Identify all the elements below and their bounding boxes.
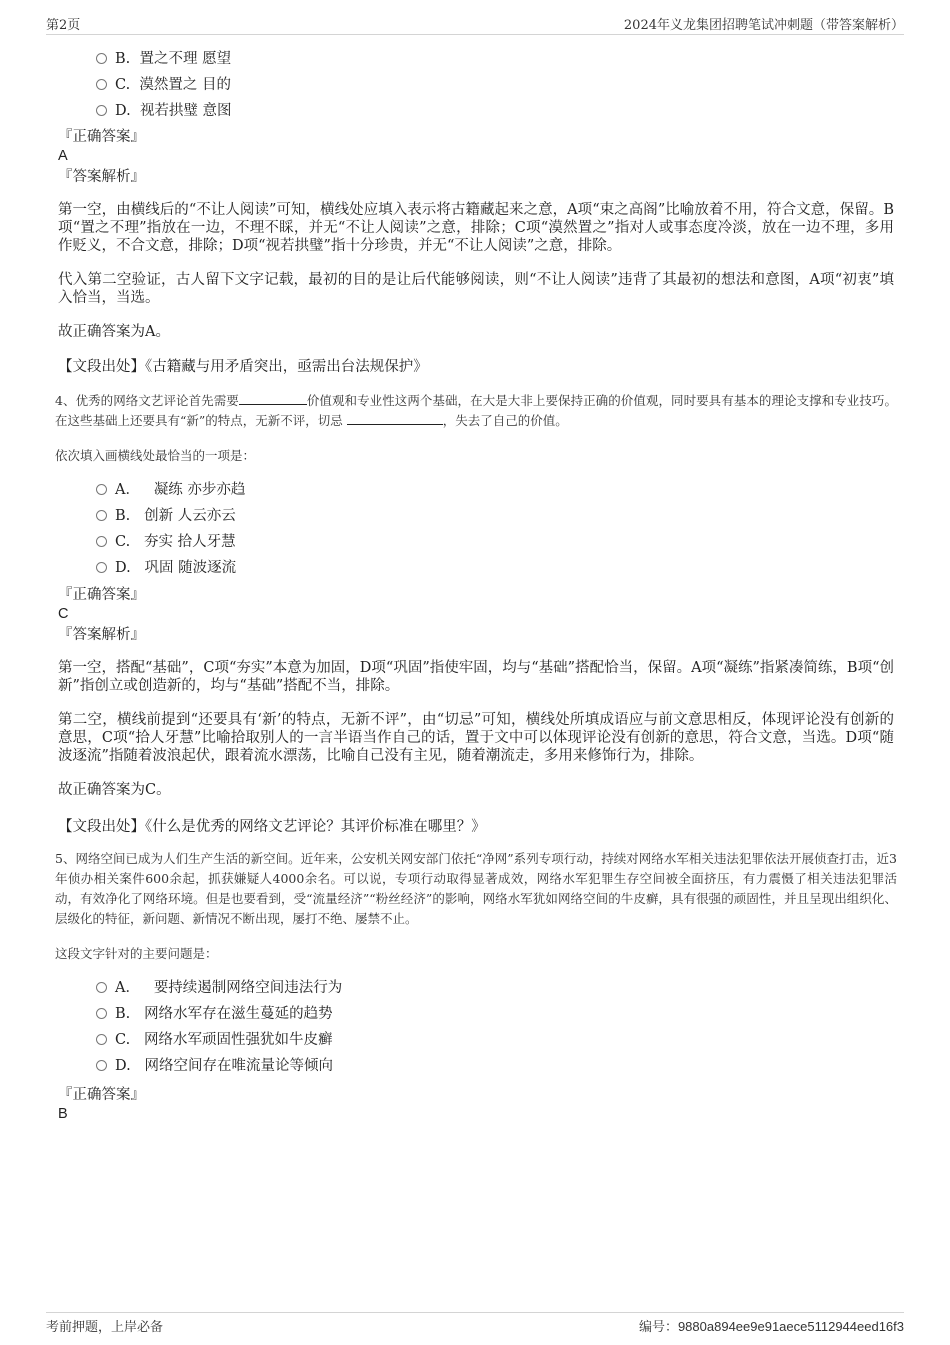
page-footer (46, 1312, 904, 1336)
radio-icon[interactable] (96, 484, 107, 495)
q3-source: 【文段出处】《古籍藏与用矛盾突出，亟需出台法规保护》 (58, 359, 428, 375)
radio-icon[interactable] (96, 1060, 107, 1071)
radio-icon[interactable] (96, 510, 107, 521)
radio-icon[interactable] (96, 1008, 107, 1019)
q5-option-d[interactable]: D. 网络空间存在唯流量论等倾向 (96, 1056, 333, 1076)
radio-icon[interactable] (96, 1034, 107, 1045)
page-number: 第2页 (46, 18, 81, 33)
radio-icon[interactable] (96, 53, 107, 64)
q4-analysis-p2: 第二空，横线前提到“还要具有‘新’的特点，无新不评”，由“切忌”可知，横线处所填成语应与前文意思相反，体现评论没有创新的意思，C项“拾人牙慧”比喻拾取别人的一言半语当作自己的话，置于文中可以体现评论没有创新的意思，符合文意，当选。D项“随波逐流”指随着波浪起伏，跟着流水漂荡，比喻自己没有主见，随着潮流走，多用来修饰行为，排除。 (58, 712, 894, 764)
q3-option-c[interactable]: C. 漠然置之 目的 (96, 75, 231, 95)
radio-icon[interactable] (96, 105, 107, 116)
q5-answer: B (58, 1106, 68, 1122)
q5-option-a[interactable]: A． 要持续遏制网络空间违法行为 (96, 978, 342, 998)
q5-prompt: 这段文字针对的主要问题是： (55, 946, 218, 961)
radio-icon[interactable] (96, 982, 107, 993)
q4-stem: 4、优秀的网络文艺评论首先需要 价值观和专业性这两个基础，在大是大非上要保持正确的价值观，同时要具有基本的理论支撑和专业技巧。在这些基础上还要具有“新”的特点，无新不评，切忌 ，失去了自己的价值。 (55, 393, 897, 428)
document-code: 编号：9880a894ee9e91aece5112944eed16f3 (638, 1319, 904, 1335)
footer-slogan: 考前押题，上岸必备 (46, 1320, 164, 1335)
q4-analysis-p1: 第一空，搭配“基础”，C项“夯实”本意为加固，D项“巩固”指使牢固，均与“基础”搭配恰当，保留。A项“凝练”指紧凑简练，B项“创新”指创立或创造新的，均与“基础”搭配不当，排除。 (58, 660, 894, 694)
q5-option-b[interactable]: B. 网络水军存在滋生蔓延的趋势 (96, 1004, 333, 1024)
q4-analysis-label: 『答案解析』 (58, 627, 145, 643)
q5-option-c[interactable]: C. 网络水军顽固性强犹如牛皮癣 (96, 1030, 333, 1050)
q3-analysis-p3: 故正确答案为A。 (58, 324, 170, 340)
radio-icon[interactable] (96, 562, 107, 573)
radio-icon[interactable] (96, 536, 107, 547)
q3-option-d[interactable]: D. 视若拱璧 意图 (96, 101, 232, 121)
q3-answer: A (58, 148, 68, 164)
q4-analysis-p3: 故正确答案为C。 (58, 782, 171, 798)
page-header (46, 14, 904, 35)
q4-option-b[interactable]: B. 创新 人云亦云 (96, 506, 236, 526)
q5-stem: 5、网络空间已成为人们生产生活的新空间。近年来，公安机关网安部门依托“净网”系列专项行动，持续对网络水军相关违法犯罪依法开展侦查打击，近3年侦办相关案件600余起，抓获嫌疑人4000余名。可以说，专项行动取得显著成效，网络水军犯罪生存空间被全面挤压，有力震慑了相关违法犯罪活动，有效净化了网络环境。但是也要看到，受“流量经济”“粉丝经济”的影响，网络水军犹如网络空间的牛皮癣，具有很强的顽固性，并且呈现出组织化、层级化的特征，新问题、新情况不断出现，屡打不绝、屡禁不止。 (55, 851, 897, 926)
document-title: 2024年义龙集团招聘笔试冲刺题（带答案解析） (623, 18, 904, 33)
q4-option-a[interactable]: A． 凝练 亦步亦趋 (96, 480, 245, 500)
q4-answer: C (58, 606, 69, 622)
q4-prompt: 依次填入画横线处最恰当的一项是： (55, 448, 256, 463)
q5-answer-label: 『正确答案』 (58, 1087, 145, 1103)
q3-option-b[interactable]: B. 置之不理 愿望 (96, 49, 231, 69)
q3-analysis-label: 『答案解析』 (58, 169, 145, 185)
fill-blank (239, 392, 307, 405)
q3-analysis-p2: 代入第二空验证，古人留下文字记载，最初的目的是让后代能够阅读，则“不让人阅读”违背了其最初的想法和意图，A项“初衷”填入恰当，当选。 (58, 272, 894, 306)
q4-option-d[interactable]: D. 巩固 随波逐流 (96, 558, 236, 578)
q3-analysis-p1: 第一空，由横线后的“不让人阅读”可知，横线处应填入表示将古籍藏起来之意，A项“束之高阁”比喻放着不用，符合文意，保留。B项“置之不理”指放在一边，不理不睬，并无“不让人阅读”之意，排除；C项“漠然置之”指对人或事态度冷淡，放在一边不理，多用作贬义，不合文意，排除；D项“视若拱璧”指十分珍贵，并无“不让人阅读”之意，排除。 (58, 202, 894, 254)
fill-blank (347, 412, 443, 425)
radio-icon[interactable] (96, 79, 107, 90)
q4-option-c[interactable]: C. 夯实 拾人牙慧 (96, 532, 236, 552)
q3-answer-label: 『正确答案』 (58, 129, 145, 145)
q4-source: 【文段出处】《什么是优秀的网络文艺评论？其评价标准在哪里？》 (58, 819, 486, 835)
q4-answer-label: 『正确答案』 (58, 587, 145, 603)
